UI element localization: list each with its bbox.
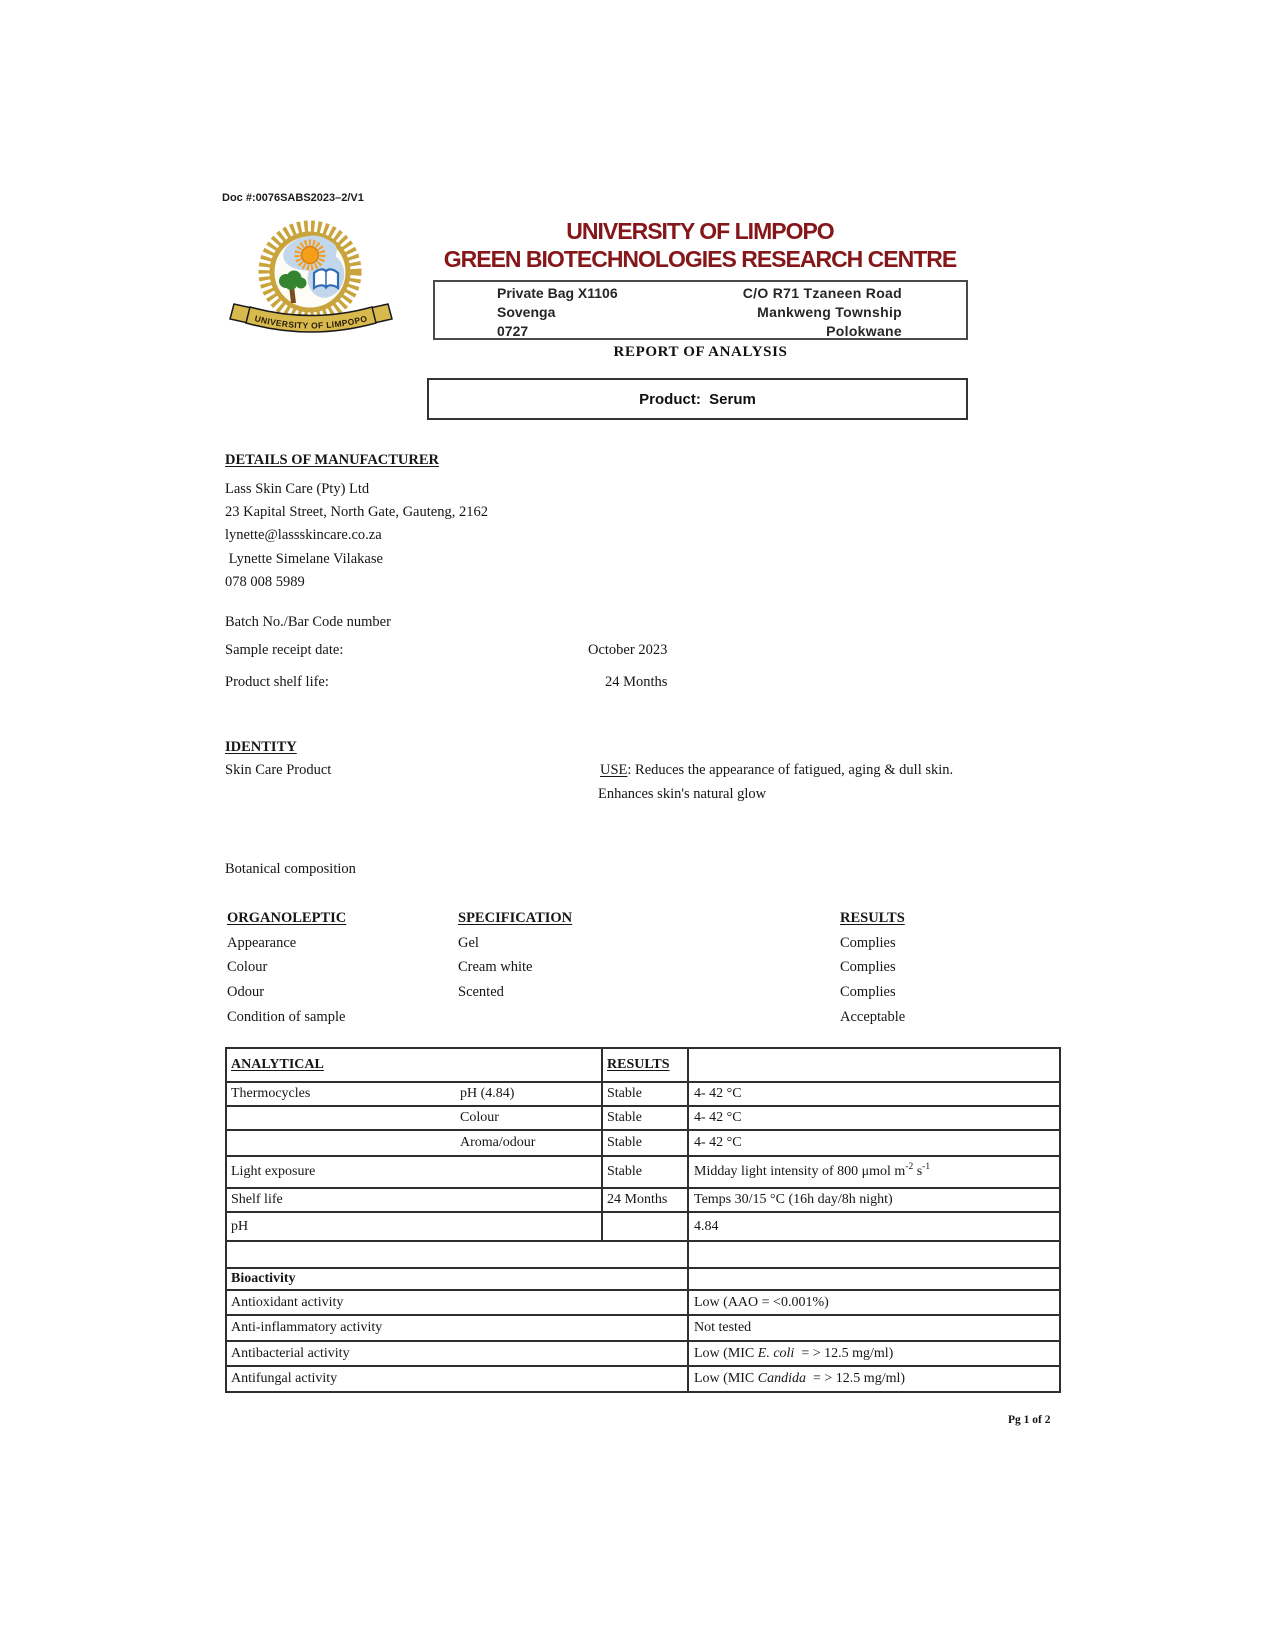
analytical-row [227, 1157, 1059, 1189]
value-text: 4- 42 °C [694, 1086, 742, 1101]
analytical-table [225, 1047, 1061, 1393]
value-text: = > 12.5 mg/ml) [794, 1345, 894, 1361]
shelf-life-label: Product shelf life: [225, 674, 329, 690]
manufacturer-section [225, 452, 488, 594]
table-cell-result [601, 1083, 687, 1105]
analytical-row [227, 1083, 1059, 1107]
university-logo [222, 220, 400, 352]
sun-icon [302, 247, 319, 264]
organoleptic-header: ORGANOLEPTIC [227, 910, 347, 926]
italic-text: Candida [757, 1371, 807, 1386]
table-cell-blank [687, 1242, 1059, 1267]
organoleptic-property: Colour [227, 959, 268, 976]
table-cell-analytical-header [227, 1049, 601, 1081]
specification-header: SPECIFICATION [458, 910, 573, 926]
organoleptic-row [227, 1009, 947, 1034]
table-cell-value [687, 1083, 1059, 1105]
analytical-row [227, 1367, 1059, 1391]
banner-text: UNIVERSITY OF LIMPOPO [253, 313, 369, 331]
use-line [600, 762, 953, 779]
shelf-life-row [225, 674, 825, 694]
value-text: 4.84 [694, 1218, 719, 1234]
table-cell-label [227, 1342, 687, 1365]
section-label: Bioactivity [231, 1271, 296, 1286]
address-line: Polokwane [826, 323, 902, 339]
organoleptic-property: Odour [227, 984, 265, 1001]
analytical-sublabel: Aroma/odour [460, 1135, 536, 1150]
table-cell-value [687, 1131, 1059, 1155]
tree-icon [296, 278, 307, 289]
table-cell-label [227, 1367, 687, 1391]
table-cell-blank [227, 1242, 687, 1267]
product-label: Product: Serum [639, 390, 756, 408]
batch-label: Batch No./Bar Code number [225, 614, 391, 630]
table-cell-label [227, 1213, 601, 1240]
report-title: REPORT OF ANALYSIS [613, 344, 788, 360]
organoleptic-result: Complies [840, 959, 896, 976]
results-header: RESULTS [840, 910, 905, 926]
value-text: 4- 42 °C [694, 1135, 742, 1150]
analytical-result: Stable [607, 1086, 642, 1101]
university-logo-icon [222, 220, 400, 352]
table-cell-value [687, 1157, 1059, 1187]
value-text: Temps 30/15 °C (16h day/8h night) [694, 1192, 893, 1207]
organoleptic-spec: Gel [458, 934, 479, 951]
table-cell-value [687, 1291, 1059, 1314]
bioactivity-label: Antibacterial activity [231, 1345, 350, 1361]
analytical-header-label: ANALYTICAL [231, 1057, 324, 1072]
use-line-2: Enhances skin's natural glow [598, 786, 767, 802]
superscript-text: -2 [905, 1162, 914, 1172]
organoleptic-result: Complies [840, 934, 896, 951]
address-line: Private Bag X1106 [497, 285, 618, 301]
organoleptic-result: Acceptable [840, 1008, 906, 1025]
analytical-result: Stable [607, 1164, 642, 1179]
analytical-sublabel: pH (4.84) [460, 1086, 515, 1101]
organoleptic-row [227, 984, 947, 1009]
receipt-label: Sample receipt date: [225, 642, 344, 658]
table-cell-value [687, 1107, 1059, 1129]
analytical-row [227, 1291, 1059, 1316]
analytical-row [227, 1189, 1059, 1213]
table-cell-label [227, 1107, 601, 1129]
table-cell-value [687, 1213, 1059, 1240]
value-text: Low (MIC [694, 1345, 758, 1361]
analytical-label: Shelf life [231, 1192, 283, 1207]
table-cell-result [601, 1131, 687, 1155]
organoleptic-spec: Cream white [458, 959, 533, 976]
analytical-row [227, 1269, 1059, 1291]
analytical-result: 24 Months [607, 1192, 668, 1207]
organoleptic-header-row [227, 910, 947, 935]
manufacturer-line: lynette@lassskincare.co.za [225, 527, 382, 544]
bioactivity-label: Anti-inflammatory activity [231, 1320, 383, 1335]
table-cell-label [227, 1189, 601, 1211]
table-cell-results-header [601, 1049, 687, 1081]
product-type: Skin Care Product [225, 762, 332, 778]
table-cell-label [227, 1131, 601, 1155]
shelf-life-value: 24 Months [605, 674, 668, 690]
table-cell-value [687, 1316, 1059, 1340]
address-line: 0727 [497, 323, 529, 339]
organoleptic-result: Complies [840, 984, 896, 1001]
manufacturer-heading: DETAILS OF MANUFACTURER [225, 452, 440, 468]
manufacturer-line: Lass Skin Care (Pty) Ltd [225, 481, 370, 497]
product-box [427, 378, 968, 420]
analytical-row [227, 1049, 1059, 1083]
organoleptic-spec: Scented [458, 984, 504, 1001]
table-cell-result [601, 1213, 687, 1240]
table-cell-value [687, 1342, 1059, 1365]
address-right [743, 284, 902, 341]
analytical-row [227, 1242, 1059, 1269]
bioactivity-label: Antifungal activity [231, 1371, 338, 1386]
batch-row [225, 614, 391, 634]
table-cell-label [227, 1316, 687, 1340]
letterhead-titles [420, 217, 980, 273]
organoleptic-rows [227, 935, 947, 1034]
manufacturer-line: 23 Kapital Street, North Gate, Gauteng, 2162 [225, 504, 488, 521]
table-cell-blank [687, 1269, 1059, 1289]
analytical-row [227, 1342, 1059, 1367]
organoleptic-section [227, 910, 947, 1033]
table-cell-label [227, 1083, 601, 1105]
value-text: 4- 42 °C [694, 1110, 742, 1125]
value-text: Not tested [694, 1320, 752, 1335]
receipt-value: October 2023 [588, 642, 668, 658]
analytical-label: Thermocycles [231, 1086, 311, 1101]
value-text: Low (AAO = <0.001%) [694, 1294, 829, 1310]
botanical-label: Botanical composition [225, 861, 356, 877]
value-text: s [913, 1164, 923, 1179]
table-cell-result [601, 1107, 687, 1129]
table-cell-blank [687, 1049, 1059, 1081]
address-box [433, 280, 968, 340]
university-title: UNIVERSITY OF LIMPOPO [566, 218, 834, 244]
address-line: Mankweng Township [757, 304, 902, 320]
analytical-result: Stable [607, 1110, 642, 1125]
italic-text: E. coli [757, 1345, 795, 1361]
tree-icon [285, 278, 297, 290]
manufacturer-line: 078 008 5989 [225, 573, 305, 590]
table-cell-value [687, 1367, 1059, 1391]
organoleptic-row [227, 959, 947, 984]
superscript-text: -1 [922, 1162, 931, 1172]
table-cell-result [601, 1189, 687, 1211]
address-line: C/O R71 Tzaneen Road [742, 285, 902, 301]
manufacturer-lines [225, 478, 488, 594]
results-header-label: RESULTS [607, 1057, 670, 1072]
analytical-row [227, 1131, 1059, 1157]
use-text: : Reduces the appearance of fatigued, aging & dull skin. [627, 762, 954, 778]
doc-number: Doc #:0076SABS2023–2/V1 [222, 192, 364, 204]
centre-title: GREEN BIOTECHNOLOGIES RESEARCH CENTRE [443, 246, 957, 272]
organoleptic-property: Appearance [227, 934, 297, 951]
table-cell-result [601, 1157, 687, 1187]
analytical-label: pH [231, 1218, 249, 1234]
table-cell-value [687, 1189, 1059, 1211]
analytical-row [227, 1107, 1059, 1131]
bioactivity-label: Antioxidant activity [231, 1294, 344, 1310]
identity-heading: IDENTITY [225, 739, 297, 755]
organoleptic-property: Condition of sample [227, 1008, 346, 1025]
manufacturer-line: Lynette Simelane Vilakase [225, 550, 383, 567]
value-text: = > 12.5 mg/ml) [806, 1371, 906, 1386]
address-line: Sovenga [497, 304, 556, 320]
table-cell-label [227, 1157, 601, 1187]
analytical-result: Stable [607, 1135, 642, 1150]
analytical-label: Light exposure [231, 1164, 316, 1179]
table-cell-label [227, 1291, 687, 1314]
organoleptic-row [227, 935, 947, 960]
analytical-row [227, 1316, 1059, 1342]
table-cell-section [227, 1269, 687, 1289]
receipt-row [225, 642, 825, 662]
use-label: USE [600, 762, 628, 778]
analytical-sublabel: Colour [460, 1110, 499, 1125]
value-text: Midday light intensity of 800 μmol m [694, 1164, 906, 1179]
page-number: Pg 1 of 2 [1008, 1414, 1051, 1426]
value-text: Low (MIC [694, 1371, 758, 1386]
analytical-row [227, 1213, 1059, 1242]
address-left [497, 284, 618, 341]
